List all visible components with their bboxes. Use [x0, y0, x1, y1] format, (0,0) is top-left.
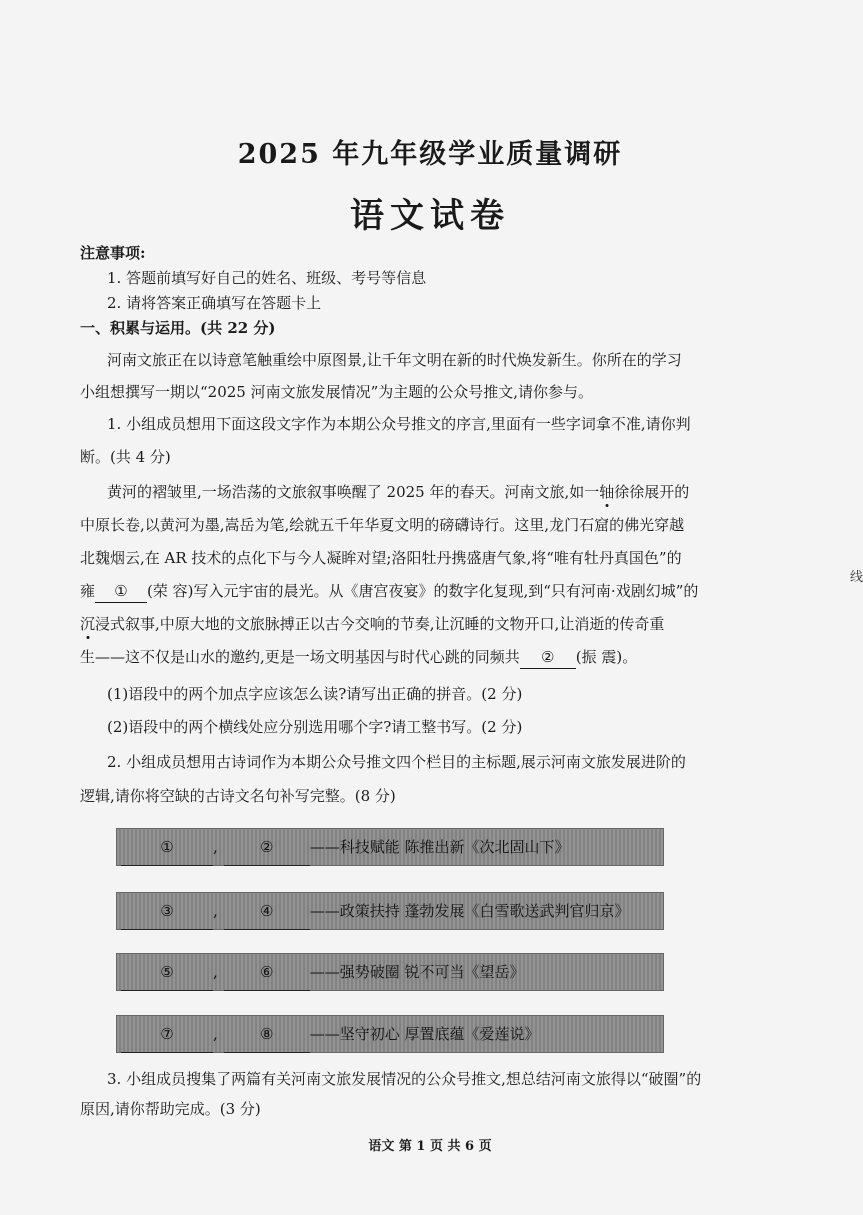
blank-1: ① [95, 580, 147, 603]
banner-blank: ⑤ [121, 954, 213, 991]
passage-text: (振 震)。 [575, 648, 638, 666]
banner-comma: , [213, 963, 218, 981]
passage-line-4 [80, 580, 780, 603]
page-footer: 语文 第 1 页 共 6 页 [368, 1139, 492, 1154]
passage-text: 徐徐展开的 [614, 483, 690, 501]
question-2-line-1: 2. 小组成员想用古诗词作为本期公众号推文四个栏目的主标题,展示河南文旅发展进阶的 [107, 753, 686, 771]
binding-line-mark: 线 [850, 570, 863, 585]
banner-text: ——强势破圈 锐不可当《望岳》 [309, 963, 525, 981]
banner-blank: ⑧ [224, 1016, 310, 1053]
column-banner-2 [116, 892, 664, 930]
banner-comma: , [213, 838, 218, 856]
exam-title: 2025 年九年级学业质量调研 [237, 139, 623, 170]
intro-line-1: 河南文旅正在以诗意笔触重绘中原图景,让千年文明在新的时代焕发新生。你所在的学习 [107, 351, 682, 369]
banner-blank: ③ [121, 893, 213, 930]
banner-blank: ⑦ [121, 1016, 213, 1053]
subquestion-1: (1)语段中的两个加点字应该怎么读?请写出正确的拼音。(2 分) [107, 685, 523, 703]
passage-line-5 [80, 613, 780, 635]
passage-line-6 [80, 646, 780, 669]
banner-text: ——政策扶持 蓬勃发展《白雪歌送武判官归京》 [309, 902, 630, 920]
subquestion-2: (2)语段中的两个横线处应分别选用哪个字?请工整书写。(2 分) [107, 718, 523, 736]
note-item-2: 2. 请将答案正确填写在答题卡上 [107, 294, 322, 312]
notes-heading: 注意事项: [80, 244, 146, 262]
subject-title: 语文试卷 [350, 196, 510, 236]
banner-comma: , [213, 1025, 218, 1043]
passage-text: 生——这不仅是山水的邀约,更是一场文明基因与时代心跳的同频共 [80, 648, 520, 666]
banner-blank: ⑥ [224, 954, 310, 991]
passage-text: 浸式叙事,中原大地的文旅脉搏正以古今交响的节奏,让沉睡的文物开口,让消逝的传奇重 [95, 615, 665, 633]
question-2-line-2: 逻辑,请你将空缺的古诗文名句补写完整。(8 分) [80, 787, 396, 805]
passage-line-1 [107, 481, 807, 503]
passage-text: 雍 [80, 582, 96, 600]
column-banner-4 [116, 1015, 664, 1053]
banner-blank: ④ [224, 893, 310, 930]
note-item-1: 1. 答题前填写好自己的姓名、班级、考号等信息 [107, 269, 427, 287]
passage-line-2: 中原长卷,以黄河为墨,嵩岳为笔,绘就五千年华夏文明的磅礴诗行。这里,龙门石窟的佛光穿越 [80, 516, 685, 534]
passage-text: 黄河的褶皱里,一场浩荡的文旅叙事唤醒了 2025 年的春天。河南文旅,如一 [107, 483, 600, 501]
section-heading: 一、积累与运用。(共 22 分) [80, 319, 276, 337]
question-3-line-2: 原因,请你帮助完成。(3 分) [80, 1100, 261, 1118]
banner-comma: , [213, 902, 218, 920]
dotted-char: 轴 [599, 483, 615, 501]
intro-line-2: 小组想撰写一期以“2025 河南文旅发展情况”为主题的公众号推文,请你参与。 [80, 383, 594, 401]
question-3-line-1: 3. 小组成员搜集了两篇有关河南文旅发展情况的公众号推文,想总结河南文旅得以“破圈”的 [107, 1070, 702, 1088]
dotted-char: 沉 [80, 615, 96, 633]
question-1-line-2: 断。(共 4 分) [80, 448, 171, 466]
column-banner-3 [116, 953, 664, 991]
banner-text: ——坚守初心 厚置底蕴《爱莲说》 [309, 1025, 540, 1043]
passage-text: (荣 容)写入元宇宙的晨光。从《唐宫夜宴》的数字化复现,到“只有河南·戏剧幻城”的 [147, 582, 699, 600]
passage-line-3: 北魏烟云,在 AR 技术的点化下与今人凝眸对望;洛阳牡丹携盛唐气象,将“唯有牡丹真国色”的 [80, 549, 682, 567]
question-1-line-1: 1. 小组成员想用下面这段文字作为本期公众号推文的序言,里面有一些字词拿不准,请你判 [107, 415, 691, 433]
column-banner-1 [116, 828, 664, 866]
banner-blank: ① [121, 829, 213, 866]
banner-blank: ② [224, 829, 310, 866]
banner-text: ——科技赋能 陈推出新《次北固山下》 [309, 838, 570, 856]
blank-2: ② [520, 646, 576, 669]
